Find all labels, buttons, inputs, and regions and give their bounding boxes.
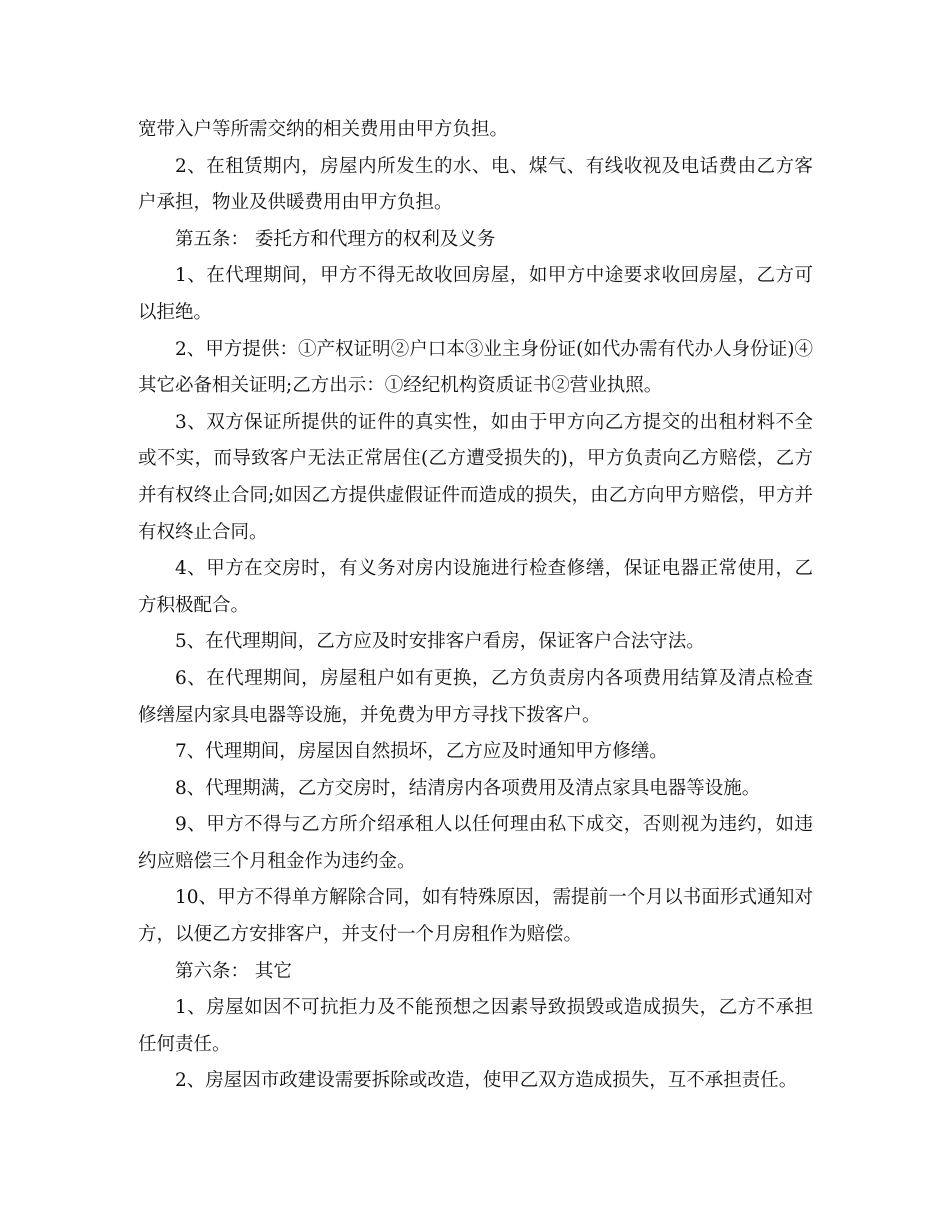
clause-item: 6、在代理期间，房屋租户如有更换，乙方负责房内各项费用结算及清点检查修缮屋内家具电器等设施，并免费为甲方寻找下拨客户。 bbox=[138, 667, 813, 726]
clause-item: 8、代理期满，乙方交房时，结清房内各项费用及清点家具电器等设施。 bbox=[175, 777, 761, 799]
clause-item: 10、甲方不得单方解除合同，如有特殊原因，需提前一个月以书面形式通知对方，以便乙方安排客户，并支付一个月房租作为赔偿。 bbox=[138, 887, 813, 946]
clause-item: 1、在代理期间，甲方不得无故收回房屋，如甲方中途要求收回房屋，乙方可以拒绝。 bbox=[138, 265, 813, 323]
clause-item: 1、房屋如因不可抗拒力及不能预想之因素导致损毁或造成损失，乙方不承担任何责任。 bbox=[138, 997, 813, 1055]
paragraph-continuation: 宽带入户等所需交纳的相关费用由甲方负担。 bbox=[138, 119, 509, 140]
clause-item: 2、甲方提供：①产权证明②户口本③业主身份证(如代办需有代办人身份证)④ 其它必备相关证明;乙方出示：①经纪机构资质证书②营业执照。 bbox=[138, 338, 813, 397]
clause-item: 5、在代理期间，乙方应及时安排客户看房，保证客户合法守法。 bbox=[175, 631, 705, 653]
section-heading-article-6: 第六条： 其它 bbox=[175, 960, 292, 982]
section-heading-article-5: 第五条： 委托方和代理方的权利及义务 bbox=[175, 228, 496, 250]
clause-item: 2、房屋因市政建设需要拆除或改造，使甲乙双方造成损失，互不承担责任。 bbox=[175, 1070, 798, 1092]
clause-item: 4、甲方在交房时，有义务对房内设施进行检查修缮，保证电器正常使用，乙方积极配合。 bbox=[138, 558, 813, 616]
clause-item: 7、代理期间，房屋因自然损坏，乙方应及时通知甲方修缮。 bbox=[175, 741, 668, 763]
clause-item: 3、双方保证所提供的证件的真实性，如由于甲方向乙方提交的出租材料不全或不实，而导致客户无法正常居住(乙方遭受损失的)，甲方负责向乙方赔偿，乙方并有权终止合同;如因乙方提供虚假证件而造成的损失，由乙方向甲方赔偿，甲方并有权终止合同。 bbox=[138, 411, 813, 543]
clause-item: 2、在租赁期内，房屋内所发生的水、电、煤气、有线收视及电话费由乙方客户承担，物业及供暖费用由甲方负担。 bbox=[138, 155, 813, 214]
document-body bbox=[138, 112, 813, 1100]
clause-item: 9、甲方不得与乙方所介绍承租人以任何理由私下成交，否则视为违约，如违约应赔偿三个月租金作为违约金。 bbox=[138, 814, 813, 872]
